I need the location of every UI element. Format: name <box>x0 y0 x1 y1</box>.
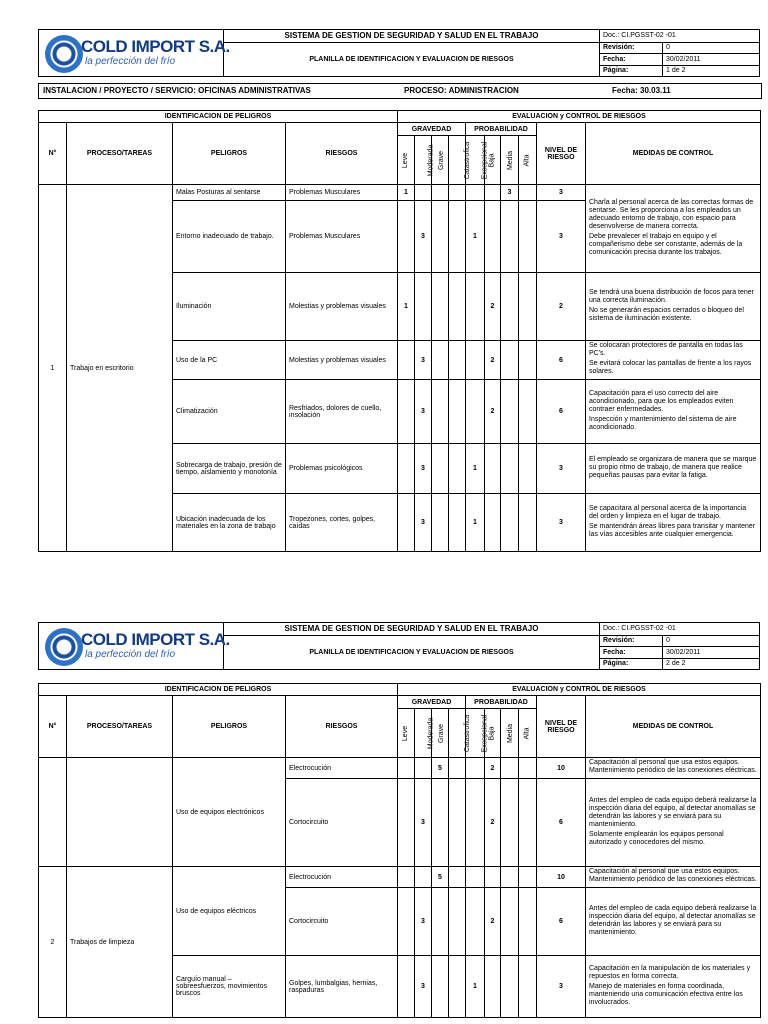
grav-cell <box>449 779 466 867</box>
prob-cell: 2 <box>485 380 501 444</box>
eval-header: EVALUACION y CONTROL DE RIESGOS <box>398 684 761 696</box>
company-name: COLD IMPORT S.A. <box>81 630 230 649</box>
prob-cell: 1 <box>466 444 485 494</box>
company-logo <box>45 628 230 666</box>
grav-cell <box>449 956 466 1018</box>
row-number: 1 <box>39 185 67 552</box>
riesgo: Problemas psicológicos <box>286 444 398 494</box>
col-probabilidad: PROBABILIDAD <box>466 696 537 709</box>
riesgo: Resfriados, dolores de cuello, insolación <box>286 380 398 444</box>
grav-cell <box>449 758 466 779</box>
prob-cell: 2 <box>485 273 501 341</box>
proceso-header: PROCESO: ADMINISTRACION <box>404 86 519 95</box>
grav-cell: 1 <box>398 185 415 201</box>
prob-cell <box>466 341 485 380</box>
riesgo: Molestias y problemas visuales <box>286 341 398 380</box>
peligro: Uso de equipos eléctricos <box>173 867 286 956</box>
col-moderada: Moderada <box>415 709 432 758</box>
col-baja: Baja <box>485 136 501 185</box>
medida-item: Se colocaran protectores de pantalla en todas las PC's. <box>589 342 743 357</box>
riesgo: Cortocircuito <box>286 888 398 956</box>
grav-cell: 3 <box>415 956 432 1018</box>
col-probabilidad: PROBABILIDAD <box>466 123 537 136</box>
medida-item: Capacitación al personal que usa estos equipos. Mantenimiento periódico de las conexiones eléctricas. <box>589 759 757 774</box>
grav-cell <box>398 444 415 494</box>
prob-cell <box>485 201 501 273</box>
fecha-header: Fecha: 30.03.11 <box>612 86 671 95</box>
prob-cell <box>519 444 537 494</box>
prob-cell: 2 <box>485 341 501 380</box>
prob-cell <box>519 867 537 888</box>
nivel-riesgo: 3 <box>537 956 586 1018</box>
riesgo: Molestias y problemas visuales <box>286 273 398 341</box>
grav-cell <box>432 273 449 341</box>
medida-item: Charla al personal acerca de las correctas formas de sentarse. Se les proporciona a los empleados un adecuado entorno de trabajo, con espacio para desenvolverse de manera correcta. <box>589 198 754 230</box>
prob-cell <box>466 380 485 444</box>
prob-cell <box>466 779 485 867</box>
medida-item: No se generarán espacios cerrados o bloqueo del sistema de iluminación existente. <box>589 306 744 322</box>
col-baja: Baja <box>485 709 501 758</box>
grav-cell <box>449 341 466 380</box>
logo-snowflake-icon <box>45 628 83 666</box>
pagina-label: Página: <box>600 658 663 669</box>
instalacion: INSTALACION / PROYECTO / SERVICIO: OFICINAS ADMINISTRATIVAS <box>43 86 311 95</box>
fecha-label: Fecha: <box>600 54 663 65</box>
grav-cell <box>415 273 432 341</box>
grav-cell <box>432 888 449 956</box>
system-name: SISTEMA DE GESTION DE SEGURIDAD Y SALUD EN EL TRABAJO <box>224 623 600 636</box>
prob-cell <box>501 867 519 888</box>
company-tagline: la perfección del frío <box>85 56 176 67</box>
grav-cell <box>432 185 449 201</box>
row-number: 2 <box>39 867 67 1018</box>
col-proceso: PROCESO/TAREAS <box>67 123 173 185</box>
grav-cell: 3 <box>415 494 432 552</box>
nivel-riesgo: 10 <box>537 758 586 779</box>
grav-cell <box>398 779 415 867</box>
riesgo: Electrocución <box>286 758 398 779</box>
document-header-2 <box>38 622 760 670</box>
medida-item: Se evitará colocar las pantallas de frente a los rayos solares. <box>589 360 752 375</box>
nivel-riesgo: 6 <box>537 779 586 867</box>
prob-cell <box>466 888 485 956</box>
system-name: SISTEMA DE GESTION DE SEGURIDAD Y SALUD EN EL TRABAJO <box>224 30 600 43</box>
grav-cell: 3 <box>415 444 432 494</box>
prob-cell <box>501 273 519 341</box>
page-2 <box>38 622 760 1024</box>
col-excepcional: Excepcional <box>466 709 485 758</box>
nivel-riesgo: 3 <box>537 185 586 201</box>
table-row <box>39 758 761 779</box>
fecha-value: 30/02/2011 <box>663 647 760 658</box>
peligro: Sobrecarga de trabajo, presión de tiempo, aislamiento y monotonía <box>173 444 286 494</box>
company-tagline: la perfección del frío <box>85 649 176 660</box>
logo-cell <box>39 30 230 77</box>
grav-cell <box>432 201 449 273</box>
grav-cell <box>398 867 415 888</box>
medidas-control <box>586 185 761 273</box>
medida-item: El empleado se organizara de manera que se marque su propio ritmo de trabajo, de manera que realice pequeñas pausas para evitar la fatiga. <box>589 455 757 479</box>
peligro: Uso de la PC <box>173 341 286 380</box>
grav-cell: 1 <box>398 273 415 341</box>
grav-cell <box>432 779 449 867</box>
medida-item: Se mantendrán áreas libres para transitar y mantener las vías accesibles ante cualquier emergencia. <box>589 522 756 538</box>
col-grave: Grave <box>432 709 449 758</box>
col-nivel: NIVEL DE RIESGO <box>537 696 586 758</box>
nivel-riesgo: 3 <box>537 201 586 273</box>
medidas-control <box>586 341 761 380</box>
prob-cell <box>519 380 537 444</box>
prob-cell <box>519 494 537 552</box>
nivel-riesgo: 10 <box>537 867 586 888</box>
grav-cell <box>432 494 449 552</box>
peligro: Iluminación <box>173 273 286 341</box>
proceso-tarea: Trabajo en escritorio <box>67 185 173 552</box>
revision-label: Revisión: <box>600 635 663 646</box>
medida-item: Solamente emplearán los equipos personal autorizado y conocedores del mismo. <box>589 830 724 846</box>
info-line <box>38 83 762 99</box>
grav-cell <box>432 956 449 1018</box>
medida-item: Antes del empleo de cada equipo deberá realizarse la inspección diaria del equipo, al detectar anomalías se detendrán las labores y se enviará para su mantenimiento. <box>589 796 757 828</box>
prob-cell <box>485 494 501 552</box>
prob-cell <box>501 341 519 380</box>
grav-cell <box>449 888 466 956</box>
prob-cell <box>501 956 519 1018</box>
ident-header: IDENTIFICACION DE PELIGROS <box>39 111 398 123</box>
prob-cell <box>501 888 519 956</box>
grav-cell <box>398 341 415 380</box>
revision-value: 0 <box>663 42 760 53</box>
nivel-riesgo: 6 <box>537 380 586 444</box>
col-excepcional: Excepcional <box>466 136 485 185</box>
document-header <box>38 29 760 77</box>
doc-code: Doc.: CI.PGSST-02 -01 <box>600 30 760 43</box>
medida-item: Debe prevalecer el trabajo en equipo y el compañerismo debe ser constante, además de la comunicación precisa durante los trabajos. <box>589 232 743 256</box>
prob-cell: 2 <box>485 888 501 956</box>
prob-cell: 1 <box>466 201 485 273</box>
proceso-tarea: Trabajos de limpieza <box>67 867 173 1018</box>
table-row <box>39 185 761 201</box>
col-medidas: MEDIDAS DE CONTROL <box>586 696 761 758</box>
riesgo: Cortocircuito <box>286 779 398 867</box>
grav-cell <box>449 380 466 444</box>
nivel-riesgo: 3 <box>537 444 586 494</box>
grav-cell <box>449 185 466 201</box>
grav-cell: 5 <box>432 758 449 779</box>
grav-cell <box>415 185 432 201</box>
col-media: Media <box>501 136 519 185</box>
row-number-empty <box>39 758 67 867</box>
col-peligros: PELIGROS <box>173 696 286 758</box>
prob-cell: 1 <box>466 956 485 1018</box>
grav-cell: 3 <box>415 201 432 273</box>
medidas-control <box>586 758 761 779</box>
prob-cell <box>501 494 519 552</box>
grav-cell <box>449 494 466 552</box>
prob-cell <box>485 956 501 1018</box>
prob-cell: 3 <box>501 185 519 201</box>
medidas-control <box>586 494 761 552</box>
col-alta: Alta <box>519 709 537 758</box>
grav-cell <box>449 201 466 273</box>
pagina-value: 2 de 2 <box>663 658 760 669</box>
proceso-empty <box>67 758 173 867</box>
grav-cell <box>398 380 415 444</box>
grav-cell: 5 <box>432 867 449 888</box>
grav-cell <box>432 341 449 380</box>
ident-header: IDENTIFICACION DE PELIGROS <box>39 684 398 696</box>
riesgo: Electrocución <box>286 867 398 888</box>
col-grave: Grave <box>432 136 449 185</box>
nivel-riesgo: 3 <box>537 494 586 552</box>
prob-cell <box>501 380 519 444</box>
col-n: N° <box>39 696 67 758</box>
revision-label: Revisión: <box>600 42 663 53</box>
nivel-riesgo: 6 <box>537 341 586 380</box>
prob-cell <box>501 758 519 779</box>
grav-cell <box>398 494 415 552</box>
grav-cell <box>432 380 449 444</box>
grav-cell <box>398 956 415 1018</box>
nivel-riesgo: 6 <box>537 888 586 956</box>
prob-cell <box>519 779 537 867</box>
peligro: Entorno inadecuado de trabajo. <box>173 201 286 273</box>
col-nivel: NIVEL DE RIESGO <box>537 123 586 185</box>
medida-item: Se tendrá una buena distribución de focos para tener una correcta iluminación. <box>589 288 755 304</box>
peligro: Climatización <box>173 380 286 444</box>
grav-cell <box>449 273 466 341</box>
grav-cell <box>398 888 415 956</box>
prob-cell: 2 <box>485 779 501 867</box>
col-catastrofica: Catastrofica <box>449 709 466 758</box>
col-leve: Leve <box>398 136 415 185</box>
company-logo <box>45 35 230 73</box>
col-alta: Alta <box>519 136 537 185</box>
peligro: Carguío manual – sobreesfuerzos, movimientos bruscos <box>173 956 286 1018</box>
document-title: PLANILLA DE IDENTIFICACION Y EVALUACION DE RIESGOS <box>224 635 600 669</box>
document-title: PLANILLA DE IDENTIFICACION Y EVALUACION DE RIESGOS <box>224 42 600 76</box>
grav-cell: 3 <box>415 380 432 444</box>
prob-cell <box>466 758 485 779</box>
grav-cell: 3 <box>415 779 432 867</box>
prob-cell: 2 <box>485 758 501 779</box>
prob-cell <box>519 758 537 779</box>
medida-item: Antes del empleo de cada equipo deberá realizarse la inspección diaria del equipo, al detectar anomalías se detendrán las labores y se enviará para su mantenimiento. <box>589 904 757 936</box>
col-medidas: MEDIDAS DE CONTROL <box>586 123 761 185</box>
col-n: N° <box>39 123 67 185</box>
risk-table-page-2 <box>38 683 761 1018</box>
table-row <box>39 867 761 888</box>
grav-cell <box>398 758 415 779</box>
prob-cell <box>466 273 485 341</box>
prob-cell <box>519 341 537 380</box>
medida-item: Capacitación en la manipulación de los materiales y repuestos en forma correcta. <box>589 964 751 980</box>
fecha-value: 30/02/2011 <box>663 54 760 65</box>
col-gravedad: GRAVEDAD <box>398 696 466 709</box>
prob-cell <box>519 201 537 273</box>
grav-cell <box>415 867 432 888</box>
peligro: Uso de equipos electrónicos <box>173 758 286 867</box>
medidas-control <box>586 779 761 867</box>
prob-cell <box>485 444 501 494</box>
fecha-label: Fecha: <box>600 647 663 658</box>
col-leve: Leve <box>398 709 415 758</box>
col-proceso: PROCESO/TAREAS <box>67 696 173 758</box>
prob-cell <box>485 867 501 888</box>
prob-cell <box>501 779 519 867</box>
prob-cell <box>501 201 519 273</box>
grav-cell <box>432 444 449 494</box>
peligro: Malas Posturas al sentarse <box>173 185 286 201</box>
col-riesgos: RIESGOS <box>286 123 398 185</box>
peligro: Ubicación inadecuada de los materiales en la zona de trabajo <box>173 494 286 552</box>
riesgo: Tropezones, cortes, golpes, caídas <box>286 494 398 552</box>
col-moderada: Moderada <box>415 136 432 185</box>
medidas-control <box>586 273 761 341</box>
medida-item: Manejo de materiales en forma coordinada, manteniendo una comunicación efectiva entre los involucrados. <box>589 982 743 1006</box>
col-gravedad: GRAVEDAD <box>398 123 466 136</box>
eval-header: EVALUACION y CONTROL DE RIESGOS <box>398 111 761 123</box>
prob-cell <box>519 185 537 201</box>
medida-item: Capacitación para el uso correcto del aire acondicionado, para que los empleados eviten contraer enfermedades. <box>589 389 734 413</box>
risk-table-page-1 <box>38 110 761 552</box>
logo-snowflake-icon <box>45 35 83 73</box>
prob-cell <box>466 185 485 201</box>
nivel-riesgo: 2 <box>537 273 586 341</box>
company-name: COLD IMPORT S.A. <box>81 37 230 56</box>
pagina-label: Página: <box>600 65 663 76</box>
col-riesgos: RIESGOS <box>286 696 398 758</box>
prob-cell <box>485 185 501 201</box>
col-peligros: PELIGROS <box>173 123 286 185</box>
medidas-control <box>586 867 761 888</box>
prob-cell <box>501 444 519 494</box>
medida-item: Se capacitara al personal acerca de la importancia del orden y limpieza en el lugar de trabajo. <box>589 504 747 520</box>
pagina-value: 1 de 2 <box>663 65 760 76</box>
medidas-control <box>586 444 761 494</box>
grav-cell: 3 <box>415 888 432 956</box>
prob-cell <box>519 273 537 341</box>
medida-item: Inspección y mantenimiento del sistema de aire acondicionado. <box>589 415 737 431</box>
grav-cell <box>415 758 432 779</box>
revision-value: 0 <box>663 635 760 646</box>
page-1 <box>38 29 760 574</box>
col-media: Media <box>501 709 519 758</box>
medida-item: Capacitación al personal que usa estos equipos. Mantenimiento periódico de las conexiones eléctricas. <box>589 868 757 883</box>
grav-cell <box>398 201 415 273</box>
riesgo: Problemas Musculares <box>286 185 398 201</box>
grav-cell <box>449 867 466 888</box>
riesgo: Problemas Musculares <box>286 201 398 273</box>
doc-code: Doc.: CI.PGSST-02 -01 <box>600 623 760 636</box>
medidas-control <box>586 888 761 956</box>
prob-cell <box>519 956 537 1018</box>
medidas-control <box>586 380 761 444</box>
riesgo: Golpes, lumbalgias, hernias, raspaduras <box>286 956 398 1018</box>
col-catastrofica: Catastrofica <box>449 136 466 185</box>
prob-cell <box>466 867 485 888</box>
prob-cell: 1 <box>466 494 485 552</box>
logo-cell <box>39 623 230 670</box>
grav-cell <box>449 444 466 494</box>
grav-cell: 3 <box>415 341 432 380</box>
prob-cell <box>519 888 537 956</box>
medidas-control <box>586 956 761 1018</box>
